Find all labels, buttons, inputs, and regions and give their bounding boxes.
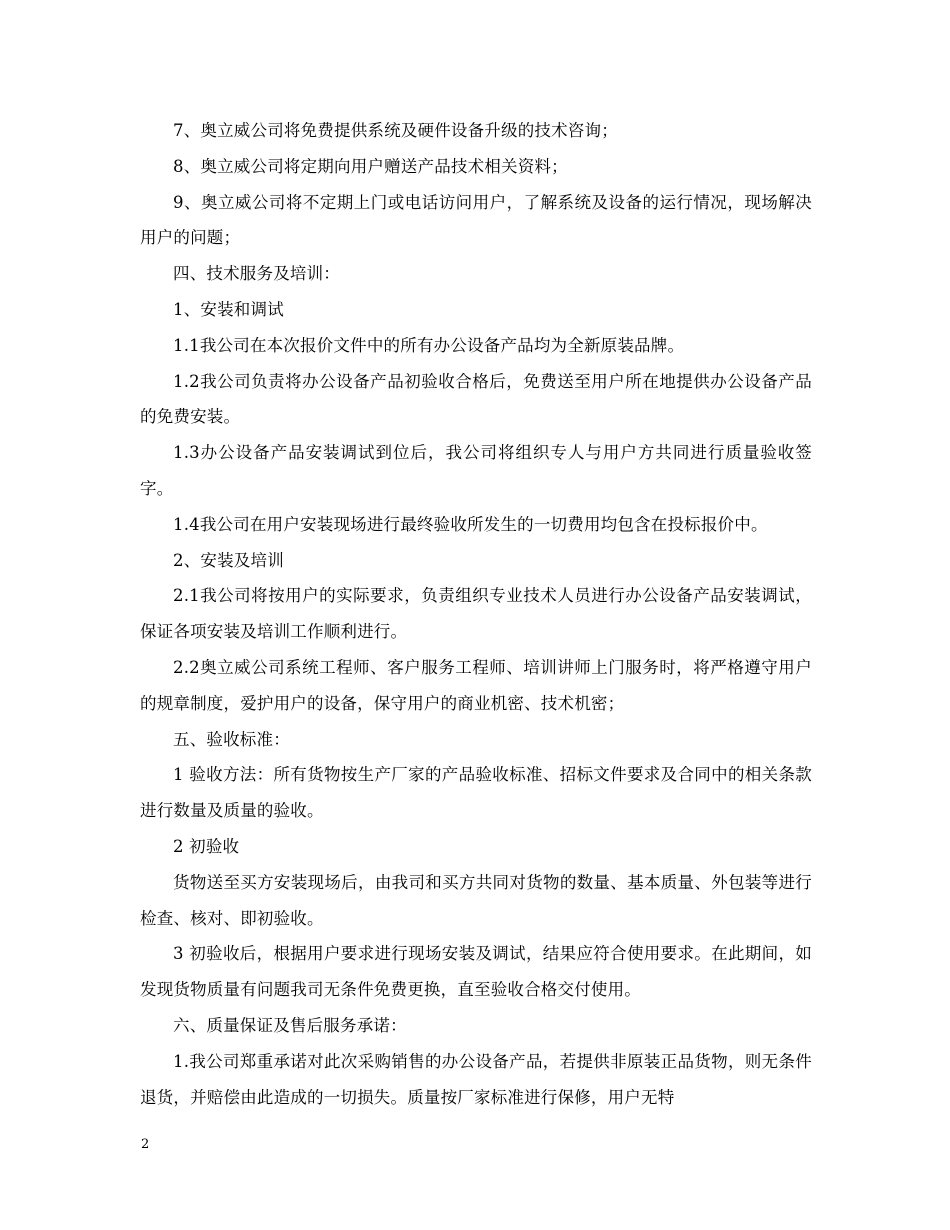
subheading-install-training: 2、安装及培训 bbox=[173, 550, 284, 570]
subheading-install-debug: 1、安装和调试 bbox=[173, 299, 284, 319]
paragraph-acceptance-method: 1 验收方法：所有货物按生产厂家的产品验收标准、招标文件要求及合同中的相关条款进行数量及质量的验收。 bbox=[140, 765, 812, 821]
paragraph-1-4: 1.4我公司在用户安装现场进行最终验收所发生的一切费用均包含在投标报价中。 bbox=[173, 514, 768, 534]
subheading-initial-acceptance: 2 初验收 bbox=[173, 836, 240, 856]
paragraph-1-3: 1.3办公设备产品安装调试到位后，我公司将组织专人与用户方共同进行质量验收签字。 bbox=[140, 443, 812, 498]
paragraph-2-2: 2.2奥立威公司系统工程师、客户服务工程师、培训讲师上门服务时，将严格遵守用户的规章制度，爱护用户的设备，保守用户的商业机密、技术机密； bbox=[140, 657, 812, 713]
document-body bbox=[140, 113, 812, 1115]
paragraph-2-1: 2.1我公司将按用户的实际要求，负责组织专业技术人员进行办公设备产品安装调试，保证各项安装及培训工作顺利进行。 bbox=[140, 586, 812, 642]
section-heading-4: 四、技术服务及培训： bbox=[173, 264, 340, 284]
section-heading-6: 六、质量保证及售后服务承诺： bbox=[173, 1015, 407, 1035]
paragraph-post-acceptance: 3 初验收后，根据用户要求进行现场安装及调试，结果应符合使用要求。在此期间，如发现货物质量有问题我司无条件免费更换，直至验收合格交付使用。 bbox=[140, 944, 812, 1000]
paragraph-3: 9、奥立威公司将不定期上门或电话访问用户，了解系统及设备的运行情况，现场解决用户的问题； bbox=[140, 192, 812, 248]
section-heading-5: 五、验收标准： bbox=[173, 729, 290, 749]
paragraph-initial-acceptance: 货物送至买方安装现场后，由我司和买方共同对货物的数量、基本质量、外包装等进行检查、核对、即初验收。 bbox=[140, 872, 812, 928]
paragraph-1-1: 1.1我公司在本次报价文件中的所有办公设备产品均为全新原装品牌。 bbox=[173, 335, 685, 355]
paragraph-2: 8、奥立威公司将定期向用户赠送产品技术相关资料； bbox=[173, 156, 568, 176]
paragraph-1-2: 1.2我公司负责将办公设备产品初验收合格后，免费送至用户所在地提供办公设备产品的免费安装。 bbox=[140, 371, 812, 427]
paragraph-1: 7、奥立威公司将免费提供系统及硬件设备升级的技术咨询； bbox=[173, 121, 618, 140]
paragraph-quality-promise: 1.我公司郑重承诺对此次采购销售的办公设备产品，若提供非原装正品货物，则无条件退货，并赔偿由此造成的一切损失。质量按厂家标准进行保修，用户无特 bbox=[140, 1051, 812, 1107]
page-number: 2 bbox=[141, 1137, 150, 1152]
